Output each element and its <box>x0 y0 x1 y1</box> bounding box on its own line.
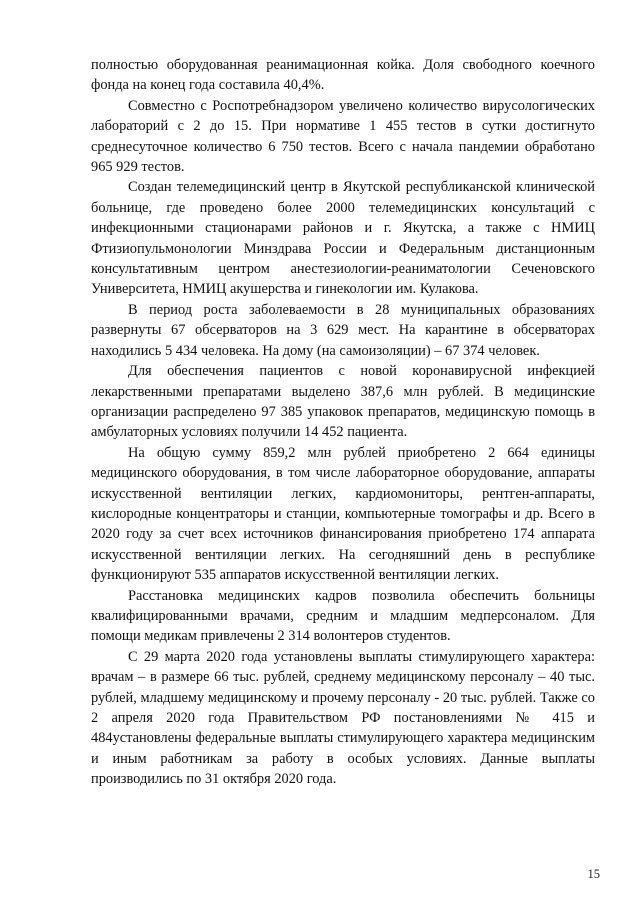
paragraph-virology-labs: Совместно с Роспотребнадзором увеличено количество вирусологических лабораторий с 2 до 15. При нормативе 1 455 тестов в сутки достигнуто среднесуточное количество 6 750 тестов. Всего с начала пандемии обработано 965 929 тестов. <box>91 97 595 176</box>
paragraph-continuation: полностью оборудованная реанимационная койка. Доля свободного коечного фонда на конец года составила 40,4%. <box>91 57 595 94</box>
paragraph-equipment: На общую сумму 859,2 млн рублей приобретено 2 664 единицы медицинского оборудования, в том числе лабораторное оборудование, аппараты искусственной вентиляции легких, кардиомониторы, рентген-аппараты, кислородные концентраторы и станции, компьютерные томографы и др. Всего в 2020 году за счет всех источников финансирования приобретено 174 аппарата искусственной вентиляции легких. На сегодняшний день в республике функционируют 535 аппаратов искусственной вентиляции легких. <box>91 444 595 584</box>
paragraph-staffing: Расстановка медицинских кадров позволила обеспечить больницы квалифицированными врачами, средним и младшим медперсоналом. Для помощи медикам привлечены 2 314 волонтеров студентов. <box>91 587 595 645</box>
page-number: 15 <box>587 867 600 881</box>
paragraph-telemedicine: Создан телемедицинский центр в Якутской республиканской клинической больнице, где проведено более 2000 телемедицинских консультаций с инфекционными стационарами районов и г. Якутска, а также с НМИЦ Фтизиопульмонологии Минздрава России и Федеральным дистанционным консультативным центром анестезиологии-реаниматологии Сеченовского Университета, НМИЦ акушерства и гинекологии им. Кулакова. <box>91 179 595 298</box>
paragraph-medicines: Для обеспечения пациентов с новой коронавирусной инфекцией лекарственными препаратами выделено 387,6 млн рублей. В медицинские организации распределено 97 385 упаковок препаратов, медицинскую помощь в амбулаторных условиях получили 14 452 пациента. <box>91 363 595 441</box>
paragraph-payments: С 29 марта 2020 года установлены выплаты стимулирующего характера: врачам – в размере 66 тыс. рублей, среднему медицинскому персоналу – 40 тыс. рублей, младшему медицинскому и прочему персоналу - 20 тыс. рублей. Также со 2 апреля 2020 года Правительством РФ постановлениями № 415 и 484установлены федеральные выплаты стимулирующего характера медицинским и иным работникам за работу в особых условиях. Данные выплаты производились по 31 октября 2020 года. <box>91 648 595 788</box>
paragraph-observators: В период роста заболеваемости в 28 муниципальных образованиях развернуты 67 обсерваторов на 3 629 мест. На карантине в обсерваторах находились 5 434 человека. На дому (на самоизоляции) – 67 374 человек. <box>91 301 595 359</box>
document-body <box>91 55 595 790</box>
